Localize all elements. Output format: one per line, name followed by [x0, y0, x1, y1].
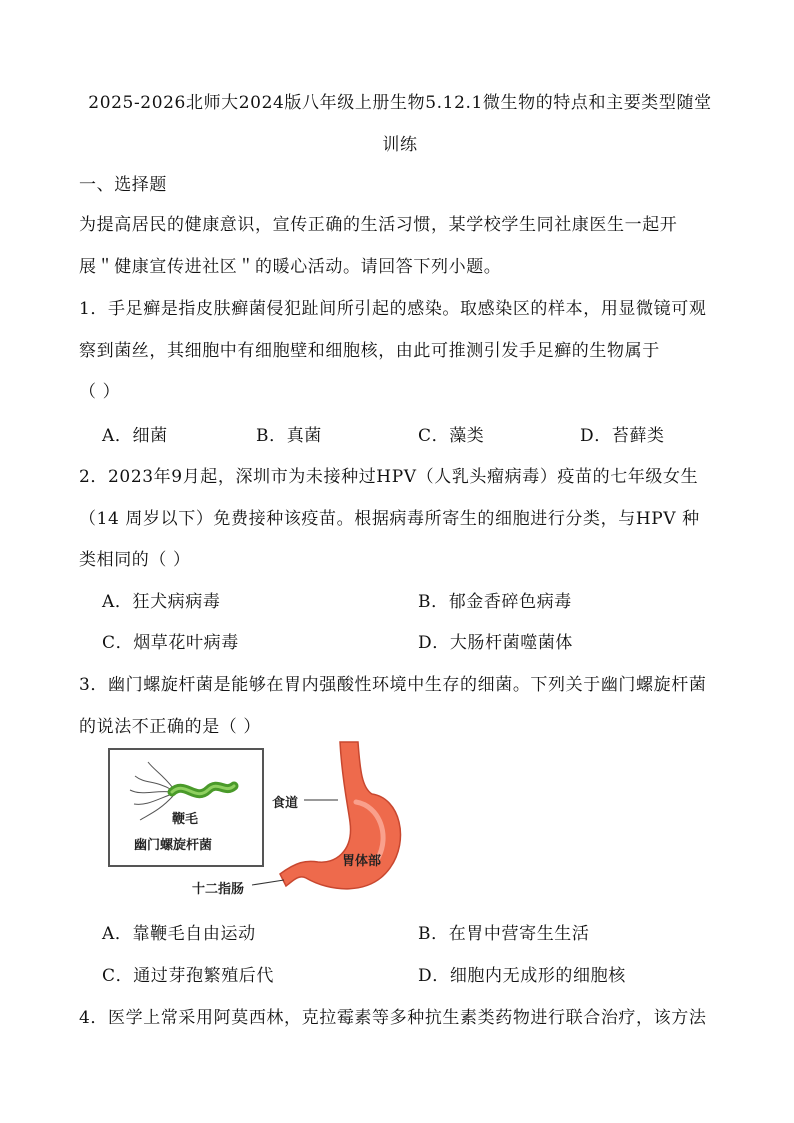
- bacterium-label: 幽门螺旋杆菌: [134, 838, 213, 853]
- q1-option-a: A．细菌: [102, 426, 168, 446]
- q2-option-b: B．郁金香碎色病毒: [418, 592, 572, 612]
- q1-option-d: D．苔藓类: [580, 426, 665, 446]
- q1-stem-line2: 察到菌丝，其细胞中有细胞壁和细胞核，由此可推测引发手足癣的生物属于: [79, 341, 660, 361]
- q3-option-c: C．通过芽孢繁殖后代: [102, 966, 275, 986]
- q2-option-d: D．大肠杆菌噬菌体: [418, 633, 574, 653]
- section-heading: 一、选择题: [79, 175, 167, 195]
- doc-title-line1: 2025-2026北师大2024版八年级上册生物5.12.1微生物的特点和主要类型随堂: [88, 93, 712, 113]
- q1-option-c: C．藻类: [418, 426, 485, 446]
- q1-option-b: B．真菌: [256, 426, 322, 446]
- q3-option-b: B．在胃中营寄生生活: [418, 924, 590, 944]
- q1-stem-line1: 1．手足癣是指皮肤癣菌侵犯趾间所引起的感染。取感染区的样本，用显微镜可观: [79, 299, 707, 319]
- q3-stem-line2: 的说法不正确的是（ ）: [79, 717, 262, 737]
- q3-option-a: A．靠鞭毛自由运动: [102, 924, 256, 944]
- stomach-body-label: 胃体部: [342, 854, 382, 869]
- q2-stem-line2: （14 周岁以下）免费接种该疫苗。根据病毒所寄生的细胞进行分类，与HPV 种: [79, 509, 700, 529]
- q2-stem-line3: 类相同的（ ）: [79, 550, 191, 570]
- q1-answer-blank: （ ）: [79, 382, 121, 402]
- q4-stem-line1: 4．医学上常采用阿莫西林，克拉霉素等多种抗生素类药物进行联合治疗，该方法: [79, 1008, 707, 1028]
- q2-option-c: C．烟草花叶病毒: [102, 633, 239, 653]
- flagella-label: 鞭毛: [172, 812, 199, 827]
- stomach-illustration: [250, 740, 410, 910]
- bacterium-inset-box: [108, 748, 264, 867]
- doc-title-line2: 训练: [382, 135, 418, 155]
- q2-stem-line1: 2．2023年9月起，深圳市为未接种过HPV（人乳头瘤病毒）疫苗的七年级女生: [79, 467, 699, 487]
- esophagus-label: 食道: [272, 796, 299, 811]
- q2-option-a: A．狂犬病病毒: [102, 592, 221, 612]
- duodenum-label: 十二指肠: [192, 882, 245, 897]
- q3-stem-line1: 3．幽门螺旋杆菌是能够在胃内强酸性环境中生存的细菌。下列关于幽门螺旋杆菌: [79, 675, 707, 695]
- q3-option-d: D．细胞内无成形的细胞核: [418, 966, 626, 986]
- intro-line1: 为提高居民的健康意识，宣传正确的生活习惯，某学校学生同社康医生一起开: [79, 215, 678, 235]
- stomach-bacteria-figure: [100, 740, 410, 910]
- intro-line2: 展＂健康宣传进社区＂的暖心活动。请回答下列小题。: [79, 257, 502, 277]
